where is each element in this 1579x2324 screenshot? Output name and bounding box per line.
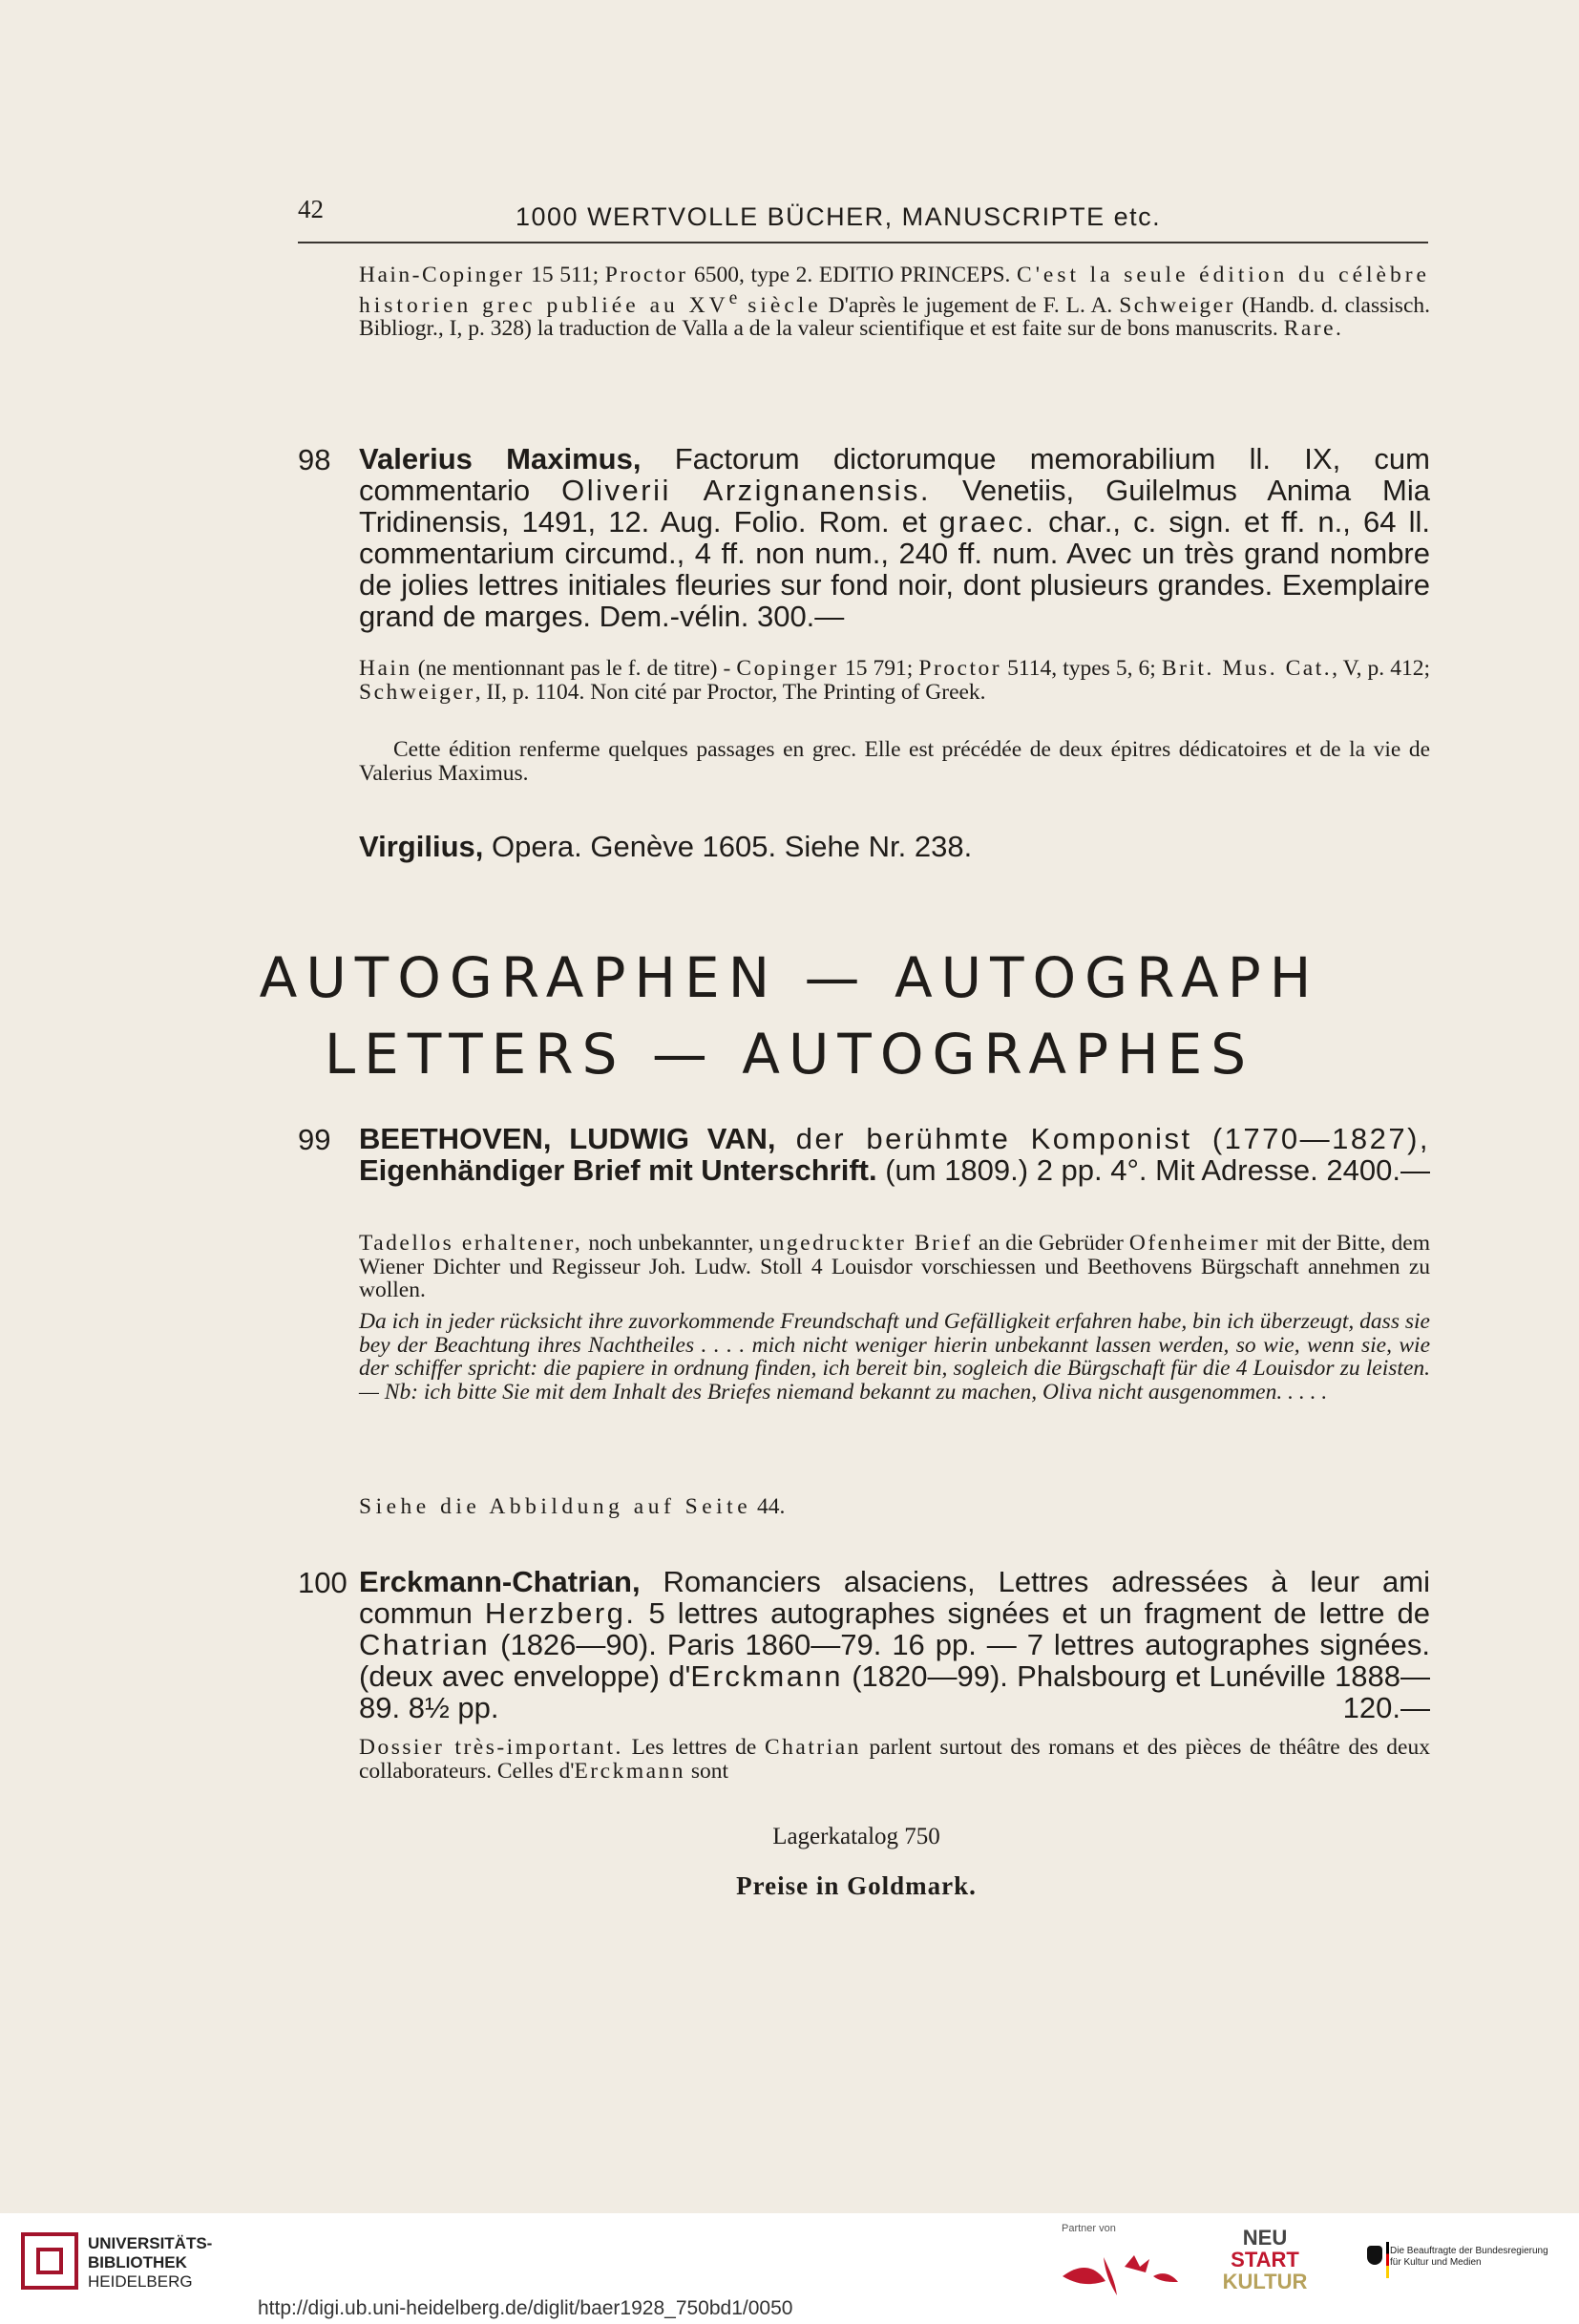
note-text: Siehe die Abbildung auf Seite [359, 1494, 752, 1519]
entry-text: Factorum dictorumque memorabilium ll. IX, cum commentario [359, 442, 1430, 507]
note-name: Chatrian [765, 1735, 861, 1760]
entry-98 [359, 443, 1430, 632]
note-text: Rare. [1283, 315, 1344, 341]
entry-name: Chatrian [359, 1628, 491, 1661]
entry-text: (um 1809.) 2 pp. 4°. Mit Adresse. [876, 1153, 1318, 1187]
note-text: ungedruckter Brief [759, 1231, 973, 1256]
note-name: Erckmann [574, 1758, 686, 1784]
german-flag-icon [1386, 2242, 1389, 2278]
entry-97-note [359, 264, 1430, 340]
entry-98-number: 98 [298, 443, 331, 476]
prices-note: Preise in Goldmark. [736, 1871, 977, 1900]
illustration-reference [359, 1495, 1430, 1519]
note-text: 44. [751, 1494, 786, 1519]
note-name: Copinger [736, 656, 839, 681]
note-text: C'est la seule édition du célèbre historien grec publiée au XV [359, 263, 1430, 318]
note-text: noch unbekannter, [582, 1231, 760, 1256]
entry-author: Virgilius, [359, 830, 484, 863]
note-text: (Handb. d. classisch. Bibliogr., I, p. 328) la traduction de Valla a de la valeur scientifique et est faite sur de bons manuscrits. [359, 292, 1431, 341]
entry-text: (1820—99). Phalsbourg et Lunéville 1888—89. 8½ pp. [359, 1659, 1430, 1724]
note-text: siècle [737, 292, 822, 318]
note-name: Schweiger [1119, 292, 1235, 318]
neu-text: NEU [1242, 2226, 1288, 2250]
note-text: sont [685, 1758, 729, 1784]
entry-text: 5 lettres autographes signées et un fragment de lettre de [636, 1596, 1430, 1630]
note-text: (ne mentionnant pas le f. de titre) - [411, 656, 737, 681]
entry-text: Opera. Genève 1605. Siehe Nr. 238. [483, 830, 973, 863]
university-library-name[interactable] [88, 2234, 212, 2292]
note-text: mit der Bitte, dem Wiener Dichter und Regisseur Joh. Ludw. Stoll 4 Louisdor vorschiessen und Beethovens Bürgschaft annehmen zu wollen. [359, 1231, 1430, 1302]
note-text: parlent surtout des romans et des pièces de théâtre des deux collaborateurs. Celles d' [359, 1735, 1430, 1784]
note-text: Les lettres de [622, 1735, 765, 1760]
note-name: Schweiger [359, 679, 475, 705]
note-sup: e [728, 287, 738, 308]
entry-text: Venetiis, Guilelmus Anima Mia Tridinensis, 1491, 12. Aug. Folio. Rom. et [359, 474, 1430, 539]
library-name-line: UNIVERSITÄTS- [88, 2234, 213, 2252]
note-name: Hain-Copinger [359, 263, 525, 287]
note-text: , II, p. 1104. Non cité par Proctor, The Printing of Greek. [474, 679, 986, 705]
federal-eagle-icon [1367, 2246, 1382, 2265]
permalink-url[interactable]: http://digi.ub.uni-heidelberg.de/diglit/baer1928_750bd1/0050 [258, 2297, 793, 2319]
note-text: 5114, types 5, 6; [1001, 656, 1162, 681]
deutsche-digitale-bibliothek-logo-icon[interactable] [1058, 2238, 1211, 2305]
note-name: Hain [359, 656, 412, 681]
bkm-line: Die Beauftragte der Bundesregierung [1390, 2246, 1548, 2256]
bkm-line: für Kultur und Medien [1390, 2257, 1482, 2268]
neustart-kultur-logo[interactable] [1222, 2227, 1308, 2292]
entry-98-note [359, 657, 1430, 704]
beethoven-letter-quote: Da ich in jeder rücksicht ihre zuvorkommende Freundschaft und Gefälligkeit erfahren habe, bin ich überzeugt, dass sie bey der Beachtung ihres Nachtheiles . . . . mich nicht weniger hierin unbekannt lassen werden, so wie, wenn sie, wie der schiffer spricht: die papiere in ordnung finden, ich bereit bin, sogleich die Bürgschaft für die 4 Louisdor zu leisten. — Nb: ich bitte Sie mit dem Inhalt des Briefes niemand bekannt zu machen, Oliva nicht ausgenommen. . . . . [359, 1309, 1430, 1405]
note-text: D'après le jugement de F. L. A. [821, 292, 1120, 318]
entry-price: 120.— [1342, 1691, 1430, 1724]
header-rule [298, 242, 1428, 243]
virgilius-entry [359, 831, 1430, 862]
running-title: 1000 WERTVOLLE BÜCHER, MANUSCRIPTE etc. [516, 202, 1162, 231]
kultur-text: KULTUR [1222, 2270, 1308, 2293]
viewer-footer [0, 2213, 1579, 2324]
entry-text: graec. [938, 505, 1036, 539]
note-text: Dossier très-important. [359, 1735, 623, 1760]
entry-100-number: 100 [298, 1566, 347, 1599]
note-name: Proctor [918, 656, 1002, 681]
entry-author: Erckmann-Chatrian, [359, 1565, 641, 1598]
university-library-logo-icon[interactable] [21, 2232, 78, 2290]
note-text: , V, p. 412; [1332, 656, 1431, 681]
entry-100-note [359, 1736, 1430, 1783]
section-heading-line-1: AUTOGRAPHEN — AUTOGRAPH [259, 945, 1320, 1010]
entry-title: Eigenhändiger Brief mit Unterschrift. [359, 1153, 877, 1187]
library-name-line: BIBLIOTHEK [88, 2253, 187, 2271]
entry-name: Herzberg. [484, 1596, 637, 1630]
partner-label: Partner von [1062, 2223, 1116, 2234]
entry-price: 2400.— [1326, 1153, 1430, 1187]
note-text: 15 791; [838, 656, 919, 681]
entry-98-note-2: Cette édition renferme quelques passages en grec. Elle est précédée de deux épitres dédicatoires et de la vie de Valerius Maximus. [359, 737, 1430, 786]
entry-text: (1826—90). Paris 1860—79. 16 pp. — 7 lettres autographes signées. (deux avec enveloppe) d' [359, 1628, 1430, 1693]
note-name: Brit. Mus. Cat. [1161, 656, 1333, 681]
entry-author: Valerius Maximus, [359, 442, 642, 475]
note-text: Tadellos erhaltener, [359, 1231, 583, 1256]
note-text: an die Gebrüder [972, 1231, 1129, 1256]
note-text: 15 511; [524, 263, 605, 287]
bkm-logo[interactable] [1390, 2246, 1548, 2269]
entry-99-note [359, 1232, 1430, 1302]
entry-text: der berühmte Komponist (1770—1827), [775, 1122, 1431, 1155]
entry-name: Erckmann [690, 1659, 843, 1693]
entry-name: Oliverii Arzignanensis. [561, 474, 931, 507]
page-number: 42 [298, 195, 324, 223]
entry-text: Romanciers alsaciens, Lettres adressées à leur ami commun [359, 1565, 1430, 1630]
section-heading-line-2: LETTERS — AUTOGRAPHES [324, 1022, 1255, 1087]
note-name: Ofenheimer [1128, 1231, 1261, 1256]
note-text: 6500, type 2. EDITIO PRINCEPS. [687, 263, 1018, 287]
entry-100 [359, 1566, 1430, 1723]
entry-99-number: 99 [298, 1123, 331, 1156]
entry-99 [359, 1123, 1430, 1186]
start-text: START [1231, 2248, 1299, 2271]
entry-author: BEETHOVEN, LUDWIG VAN, [359, 1122, 776, 1155]
library-name-line: HEIDELBERG [88, 2272, 193, 2291]
note-name: Proctor [604, 263, 688, 287]
entry-text: char., c. sign. et ff. n., 64 ll. commentarium circumd., 4 ff. non num., 240 ff. num. Avec un très grand nombre de jolies lettres initiales fleuries sur fond noir, dont plusieurs grandes. Exemplaire grand de marges. Dem.-vélin. 300.— [359, 505, 1430, 633]
catalog-number: Lagerkatalog 750 [772, 1824, 940, 1849]
